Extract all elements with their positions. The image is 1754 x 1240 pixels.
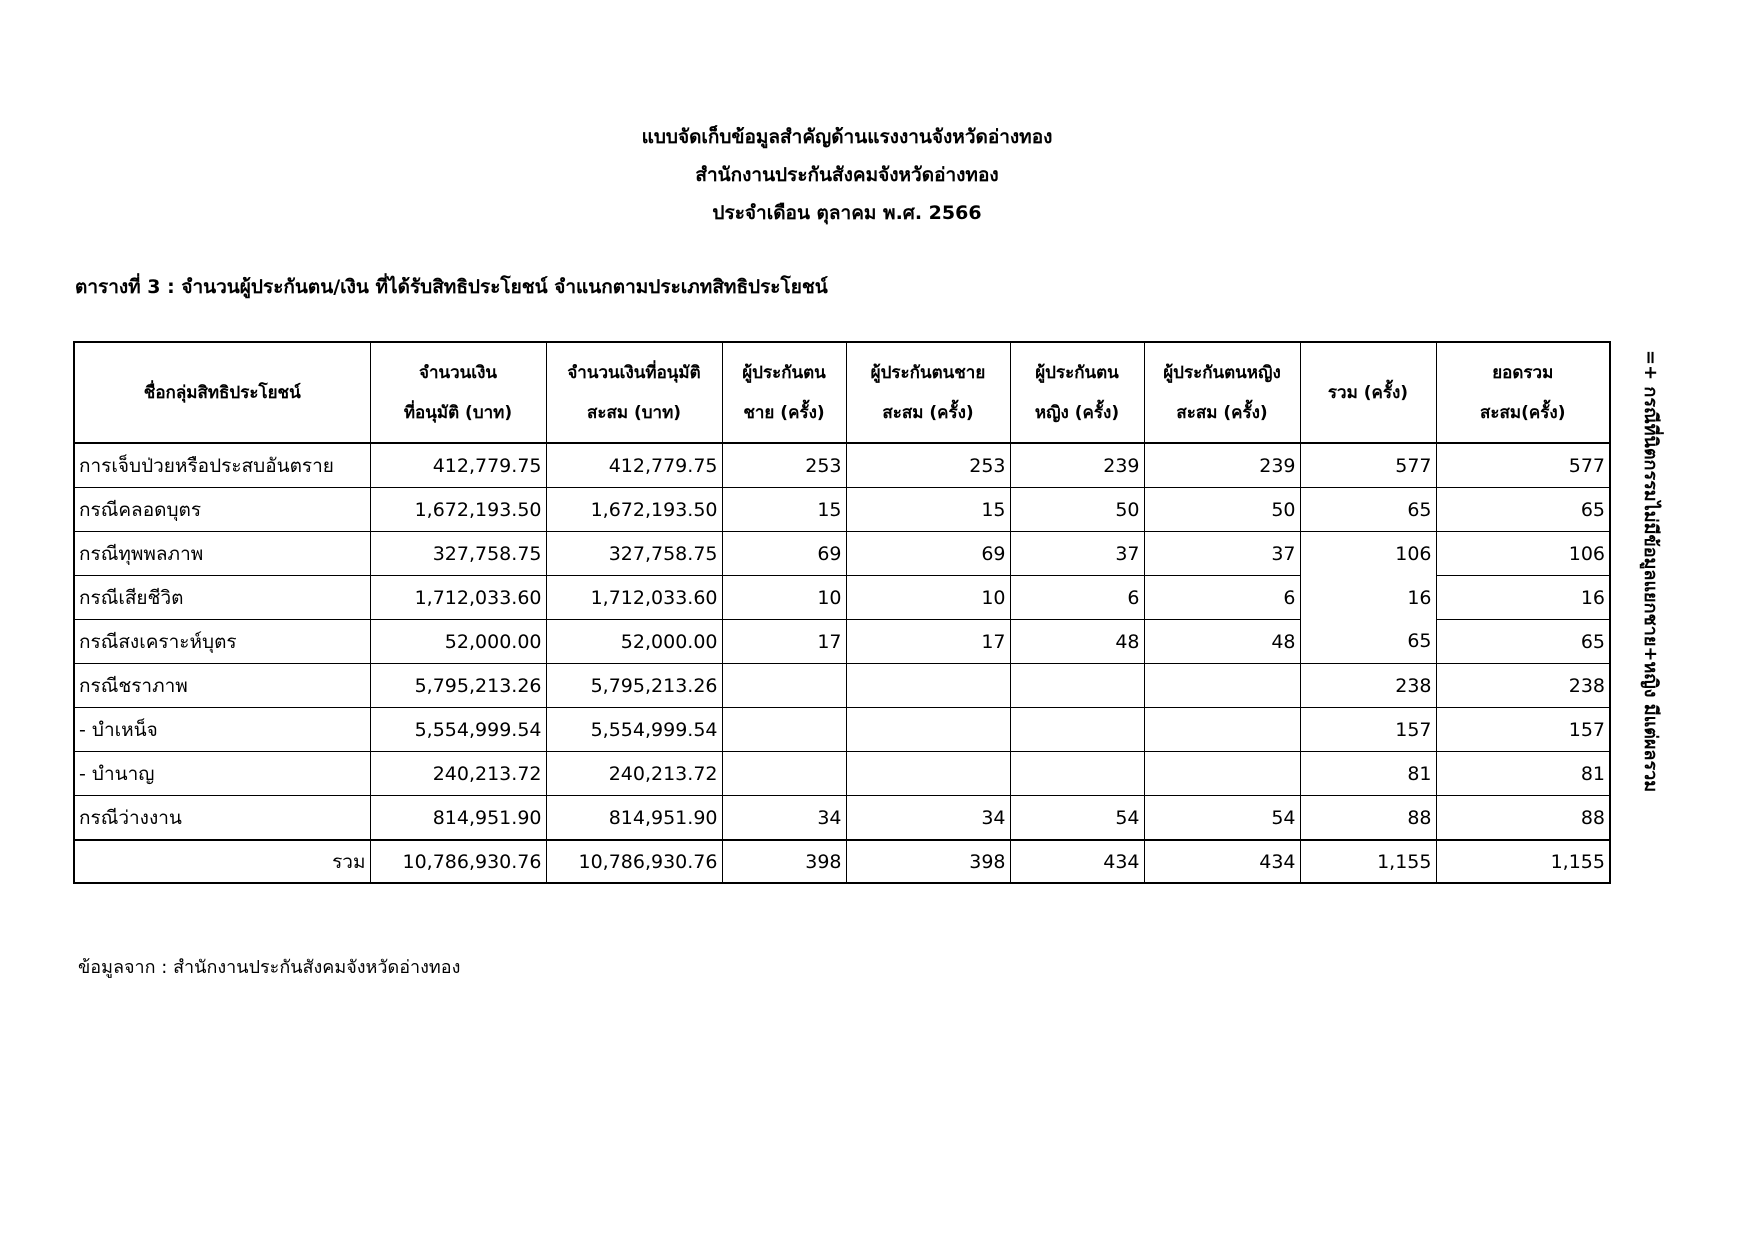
col-header-benefit-group: ชื่อกลุ่มสิทธิประโยชน์	[74, 342, 370, 443]
row-female-cumulative-cell: 48	[1144, 620, 1300, 664]
row-total-cell: 1,155	[1300, 840, 1436, 883]
title-line-1: แบบจัดเก็บข้อมูลสำคัญด้านแรงงานจังหวัดอ่างทอง	[641, 126, 1053, 148]
side-note-text: =+ กรณีที่นิตกรรมไม่มีข้อมูลแยกชาย+หญิง มีแต่ผลรวม	[1640, 350, 1661, 793]
row-total-cell: 88	[1300, 796, 1436, 841]
row-amount-cell: 412,779.75	[370, 443, 546, 488]
row-male-cumulative-cell	[846, 708, 1010, 752]
row-name-cell: กรณีคลอดบุตร	[74, 488, 370, 532]
row-amount-cumulative-cell: 1,672,193.50	[546, 488, 722, 532]
row-amount-cumulative-cell: 240,213.72	[546, 752, 722, 796]
col-header-amount: จำนวนเงิน ที่อนุมัติ (บาท)	[370, 342, 546, 443]
row-amount-cell: 1,672,193.50	[370, 488, 546, 532]
row-name-cell: รวม	[74, 840, 370, 883]
table-row	[74, 532, 1610, 576]
row-male-cumulative-cell	[846, 664, 1010, 708]
col-header-amount-cumulative: จำนวนเงินที่อนุมัติ สะสม (บาท)	[546, 342, 722, 443]
row-name-cell: กรณีทุพพลภาพ	[74, 532, 370, 576]
row-male-cumulative-cell: 15	[846, 488, 1010, 532]
col-header-female-cumulative: ผู้ประกันตนหญิง สะสม (ครั้ง)	[1144, 342, 1300, 443]
row-female-cell	[1010, 708, 1144, 752]
table-row	[74, 443, 1610, 488]
col-header-total: รวม (ครั้ง)	[1300, 342, 1436, 443]
row-total-cell: 16	[1300, 576, 1436, 620]
title-line-3: ประจำเดือน ตุลาคม พ.ศ. 2566	[712, 202, 982, 224]
row-female-cell: 48	[1010, 620, 1144, 664]
row-male-cell: 253	[722, 443, 846, 488]
row-total-cumulative-cell: 65	[1436, 488, 1610, 532]
row-female-cumulative-cell: 239	[1144, 443, 1300, 488]
table-row	[74, 576, 1610, 620]
table-caption: ตารางที่ 3 : จำนวนผู้ประกันตน/เงิน ที่ได้รับสิทธิประโยชน์ จำแนกตามประเภทสิทธิประโยชน์	[75, 276, 828, 298]
row-total-cumulative-cell: 65	[1436, 620, 1610, 664]
col-header-female: ผู้ประกันตน หญิง (ครั้ง)	[1010, 342, 1144, 443]
row-male-cell: 69	[722, 532, 846, 576]
row-female-cumulative-cell: 54	[1144, 796, 1300, 841]
row-amount-cell: 327,758.75	[370, 532, 546, 576]
table-body	[74, 443, 1610, 883]
row-female-cumulative-cell: 50	[1144, 488, 1300, 532]
row-female-cell: 54	[1010, 796, 1144, 841]
col-header-total-cumulative: ยอดรวม สะสม(ครั้ง)	[1436, 342, 1610, 443]
benefits-table	[73, 341, 1611, 884]
row-amount-cumulative-cell: 5,795,213.26	[546, 664, 722, 708]
row-name-cell: กรณีเสียชีวิต	[74, 576, 370, 620]
row-total-cell: 157	[1300, 708, 1436, 752]
row-male-cumulative-cell: 253	[846, 443, 1010, 488]
row-total-cumulative-cell: 157	[1436, 708, 1610, 752]
row-female-cell	[1010, 752, 1144, 796]
row-total-cumulative-cell: 16	[1436, 576, 1610, 620]
row-female-cumulative-cell	[1144, 708, 1300, 752]
table-row	[74, 664, 1610, 708]
row-total-cell: 65	[1300, 620, 1436, 664]
row-amount-cumulative-cell: 5,554,999.54	[546, 708, 722, 752]
row-male-cell: 17	[722, 620, 846, 664]
row-total-cell: 106	[1300, 532, 1436, 576]
row-total-cell: 577	[1300, 443, 1436, 488]
row-name-cell: - บำเหน็จ	[74, 708, 370, 752]
row-male-cumulative-cell: 10	[846, 576, 1010, 620]
row-amount-cell: 1,712,033.60	[370, 576, 546, 620]
row-amount-cell: 5,795,213.26	[370, 664, 546, 708]
source-note: ข้อมูลจาก : สำนักงานประกันสังคมจังหวัดอ่างทอง	[78, 957, 461, 978]
row-female-cell: 6	[1010, 576, 1144, 620]
row-female-cell: 239	[1010, 443, 1144, 488]
row-total-cumulative-cell: 238	[1436, 664, 1610, 708]
row-male-cell	[722, 752, 846, 796]
row-male-cell: 15	[722, 488, 846, 532]
row-amount-cell: 5,554,999.54	[370, 708, 546, 752]
row-total-cell: 81	[1300, 752, 1436, 796]
row-total-cumulative-cell: 1,155	[1436, 840, 1610, 883]
row-male-cell: 398	[722, 840, 846, 883]
row-total-cumulative-cell: 577	[1436, 443, 1610, 488]
row-male-cell: 34	[722, 796, 846, 841]
col-header-male-cumulative: ผู้ประกันตนชาย สะสม (ครั้ง)	[846, 342, 1010, 443]
row-amount-cumulative-cell: 10,786,930.76	[546, 840, 722, 883]
document-header	[0, 118, 1694, 232]
table-header-row	[74, 342, 1610, 443]
row-amount-cumulative-cell: 327,758.75	[546, 532, 722, 576]
row-female-cell: 434	[1010, 840, 1144, 883]
row-male-cumulative-cell: 34	[846, 796, 1010, 841]
row-male-cumulative-cell	[846, 752, 1010, 796]
row-amount-cumulative-cell: 1,712,033.60	[546, 576, 722, 620]
row-female-cumulative-cell	[1144, 664, 1300, 708]
row-female-cumulative-cell: 6	[1144, 576, 1300, 620]
row-male-cumulative-cell: 17	[846, 620, 1010, 664]
row-amount-cell: 10,786,930.76	[370, 840, 546, 883]
table-row	[74, 796, 1610, 841]
table-row	[74, 708, 1610, 752]
row-male-cumulative-cell: 69	[846, 532, 1010, 576]
table-row	[74, 752, 1610, 796]
row-male-cumulative-cell: 398	[846, 840, 1010, 883]
row-female-cumulative-cell	[1144, 752, 1300, 796]
table-row	[74, 620, 1610, 664]
row-name-cell: กรณีชราภาพ	[74, 664, 370, 708]
col-header-male: ผู้ประกันตน ชาย (ครั้ง)	[722, 342, 846, 443]
row-name-cell: - บำนาญ	[74, 752, 370, 796]
row-name-cell: การเจ็บป่วยหรือประสบอันตราย	[74, 443, 370, 488]
title-line-2: สำนักงานประกันสังคมจังหวัดอ่างทอง	[695, 164, 999, 186]
row-male-cell	[722, 708, 846, 752]
row-total-cumulative-cell: 88	[1436, 796, 1610, 841]
row-male-cell: 10	[722, 576, 846, 620]
table-total-row	[74, 840, 1610, 883]
row-male-cell	[722, 664, 846, 708]
row-amount-cumulative-cell: 412,779.75	[546, 443, 722, 488]
row-total-cell: 65	[1300, 488, 1436, 532]
side-note	[1634, 350, 1674, 870]
row-female-cell: 50	[1010, 488, 1144, 532]
row-female-cumulative-cell: 434	[1144, 840, 1300, 883]
row-female-cell: 37	[1010, 532, 1144, 576]
row-amount-cell: 52,000.00	[370, 620, 546, 664]
row-amount-cell: 240,213.72	[370, 752, 546, 796]
row-amount-cell: 814,951.90	[370, 796, 546, 841]
row-total-cumulative-cell: 106	[1436, 532, 1610, 576]
row-amount-cumulative-cell: 52,000.00	[546, 620, 722, 664]
row-female-cumulative-cell: 37	[1144, 532, 1300, 576]
row-total-cell: 238	[1300, 664, 1436, 708]
row-amount-cumulative-cell: 814,951.90	[546, 796, 722, 841]
row-name-cell: กรณีสงเคราะห์บุตร	[74, 620, 370, 664]
row-total-cumulative-cell: 81	[1436, 752, 1610, 796]
table-row	[74, 488, 1610, 532]
row-female-cell	[1010, 664, 1144, 708]
row-name-cell: กรณีว่างงาน	[74, 796, 370, 841]
